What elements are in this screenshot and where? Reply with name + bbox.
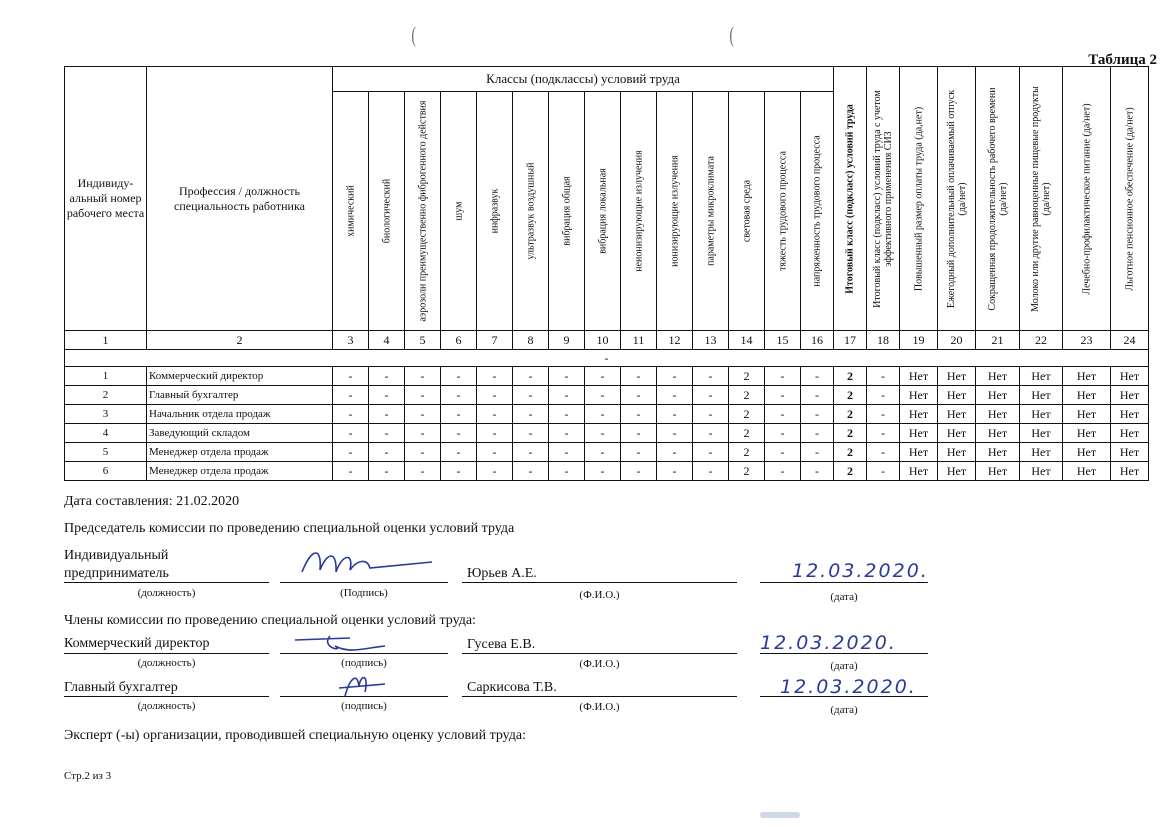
column-number: 9 <box>549 331 585 350</box>
table-cell: - <box>657 367 693 386</box>
caption-position: (должность) <box>137 657 196 669</box>
table-cell: - <box>585 386 621 405</box>
table-cell: - <box>765 386 801 405</box>
table-cell: - <box>513 386 549 405</box>
table-cell: - <box>549 386 585 405</box>
header-extra-col: Итоговый класс (подкласс) условий труда <box>834 67 867 331</box>
table-cell: - <box>477 443 513 462</box>
table-cell: - <box>369 443 405 462</box>
header-factor-col: световая среда <box>729 92 765 331</box>
column-number: 4 <box>369 331 405 350</box>
table-cell: Нет <box>938 424 976 443</box>
row-workplace-number: 2 <box>65 386 147 405</box>
header-factor-col: шум <box>441 92 477 331</box>
row-workplace-number: 1 <box>65 367 147 386</box>
column-number: 2 <box>147 331 333 350</box>
date-line: Дата составления: 21.02.2020 <box>64 494 240 509</box>
table-row <box>65 424 1149 443</box>
column-number: 21 <box>976 331 1020 350</box>
table-row <box>65 443 1149 462</box>
table-cell: - <box>333 405 369 424</box>
caption-fio: (Ф.И.О.) <box>579 701 620 713</box>
header-extra-col: Сокращенная продолжительность рабочего времени (да/нет) <box>976 67 1020 331</box>
chairman-date: 12.03.2020. <box>792 560 929 582</box>
table-cell: - <box>549 443 585 462</box>
row-profession: Коммерческий директор <box>147 367 333 386</box>
table-cell: Нет <box>938 367 976 386</box>
table-cell: - <box>621 443 657 462</box>
table-cell: Нет <box>1111 386 1149 405</box>
table-cell: Нет <box>976 367 1020 386</box>
column-number: 15 <box>765 331 801 350</box>
table-cell: - <box>441 405 477 424</box>
table-cell: - <box>867 462 900 481</box>
table-cell: Нет <box>1111 424 1149 443</box>
header-factor-col: биологический <box>369 92 405 331</box>
table-cell: - <box>513 367 549 386</box>
table-cell: Нет <box>938 386 976 405</box>
table-cell: - <box>477 462 513 481</box>
column-number: 24 <box>1111 331 1149 350</box>
table-cell: - <box>867 386 900 405</box>
column-number: 1 <box>65 331 147 350</box>
table-cell: - <box>405 443 441 462</box>
table-cell: Нет <box>1020 443 1063 462</box>
table-cell: - <box>621 424 657 443</box>
table-cell: Нет <box>976 443 1020 462</box>
table-cell: 2 <box>729 405 765 424</box>
table-row <box>65 462 1149 481</box>
table-cell: Нет <box>1111 443 1149 462</box>
fio-line <box>462 696 737 697</box>
header-extra-col: Молоко или другие равноценные пищевые продукты (да/нет) <box>1020 67 1063 331</box>
assessment-table <box>64 66 1149 481</box>
header-classes-group: Классы (подклассы) условий труда <box>333 67 834 92</box>
table-cell: - <box>765 367 801 386</box>
table-cell: - <box>621 462 657 481</box>
table-cell: - <box>549 405 585 424</box>
expert-title: Эксперт (-ы) организации, проводившей специальную оценку условий труда: <box>64 728 527 743</box>
table-cell: - <box>867 405 900 424</box>
column-number: 7 <box>477 331 513 350</box>
table-cell: - <box>441 386 477 405</box>
table-cell: - <box>693 424 729 443</box>
table-cell: - <box>657 462 693 481</box>
table-cell: - <box>765 462 801 481</box>
table-cell: Нет <box>1063 424 1111 443</box>
table-label: Таблица 2 <box>1088 52 1157 68</box>
table-cell: Нет <box>938 443 976 462</box>
table-cell: Нет <box>976 424 1020 443</box>
table-cell: - <box>549 367 585 386</box>
column-number: 11 <box>621 331 657 350</box>
table-cell: - <box>549 424 585 443</box>
member-name: Саркисова Т.В. <box>467 680 557 695</box>
scan-mark: ( <box>729 22 734 47</box>
header-factor-col: тяжесть трудового процесса <box>765 92 801 331</box>
caption-fio: (Ф.И.О.) <box>579 589 620 601</box>
row-profession: Заведующий складом <box>147 424 333 443</box>
table-cell: - <box>765 443 801 462</box>
caption-signature: (Подпись) <box>340 587 388 599</box>
table-cell: - <box>657 443 693 462</box>
row-profession: Начальник отдела продаж <box>147 405 333 424</box>
table-cell: - <box>369 367 405 386</box>
table-cell: Нет <box>1111 405 1149 424</box>
column-number: 18 <box>867 331 900 350</box>
table-cell: - <box>585 443 621 462</box>
table-cell: - <box>513 443 549 462</box>
table-cell: Нет <box>900 424 938 443</box>
table-cell: 2 <box>729 424 765 443</box>
column-number: 23 <box>1063 331 1111 350</box>
table-cell: 2 <box>834 462 867 481</box>
table-cell: Нет <box>1020 367 1063 386</box>
table-cell: - <box>477 367 513 386</box>
table-cell: - <box>513 424 549 443</box>
member-date: 12.03.2020. <box>760 632 897 654</box>
column-number: 12 <box>657 331 693 350</box>
table-cell: 2 <box>729 462 765 481</box>
table-cell: - <box>333 367 369 386</box>
table-cell: - <box>441 424 477 443</box>
table-cell: 2 <box>729 367 765 386</box>
caption-fio: (Ф.И.О.) <box>579 658 620 670</box>
table-cell: - <box>693 405 729 424</box>
header-factor-col: неионизирующие излучения <box>621 92 657 331</box>
caption-signature: (подпись) <box>341 700 387 712</box>
table-cell: Нет <box>938 462 976 481</box>
table-cell: 2 <box>834 443 867 462</box>
table-cell: - <box>693 443 729 462</box>
table-cell: 2 <box>834 367 867 386</box>
table-cell: - <box>621 405 657 424</box>
table-cell: - <box>621 367 657 386</box>
table-cell: - <box>405 367 441 386</box>
column-number: 14 <box>729 331 765 350</box>
table-cell: - <box>693 367 729 386</box>
table-cell: Нет <box>1111 462 1149 481</box>
position-line <box>64 696 269 697</box>
table-cell: Нет <box>976 386 1020 405</box>
row-profession: Менеджер отдела продаж <box>147 443 333 462</box>
table-cell: 2 <box>834 424 867 443</box>
table-cell: - <box>513 405 549 424</box>
column-number: 22 <box>1020 331 1063 350</box>
table-cell: - <box>369 405 405 424</box>
header-extra-col: Повышенный размер оплаты труда (да,нет) <box>900 67 938 331</box>
chairman-position-line1: Индивидуальный <box>64 548 169 563</box>
table-cell: - <box>369 424 405 443</box>
table-cell: - <box>333 462 369 481</box>
table-cell: - <box>621 386 657 405</box>
table-cell: - <box>867 367 900 386</box>
fio-line <box>462 653 737 654</box>
caption-date: (дата) <box>830 591 858 603</box>
table-cell: Нет <box>900 443 938 462</box>
table-cell: - <box>477 405 513 424</box>
date-line-field <box>760 582 928 583</box>
column-number: 16 <box>801 331 834 350</box>
header-profession: Профессия / должность специальность работника <box>147 67 333 331</box>
table-cell: Нет <box>1020 462 1063 481</box>
header-extra-col: Лечебно-профилактическое питание (да/нет) <box>1063 67 1111 331</box>
table-row <box>65 386 1149 405</box>
table-cell: Нет <box>1063 367 1111 386</box>
table-cell: Нет <box>1020 386 1063 405</box>
table-cell: 2 <box>729 443 765 462</box>
table-cell: - <box>801 443 834 462</box>
table-cell: - <box>585 405 621 424</box>
header-factor-col: вибрация общая <box>549 92 585 331</box>
caption-position: (должность) <box>137 700 196 712</box>
column-number: 10 <box>585 331 621 350</box>
position-line <box>64 582 269 583</box>
table-cell: - <box>765 424 801 443</box>
header-factor-col: параметры микроклимата <box>693 92 729 331</box>
table-cell: Нет <box>1063 405 1111 424</box>
signature-line <box>280 582 448 583</box>
chairman-name: Юрьев А.Е. <box>467 566 537 581</box>
table-cell: Нет <box>938 405 976 424</box>
table-cell: Нет <box>900 462 938 481</box>
header-factor-col: напряженность трудового процесса <box>801 92 834 331</box>
table-cell: - <box>477 386 513 405</box>
row-workplace-number: 5 <box>65 443 147 462</box>
table-cell: - <box>369 462 405 481</box>
header-factor-col: ультразвук воздушный <box>513 92 549 331</box>
table-cell: Нет <box>1111 367 1149 386</box>
table-cell: - <box>801 424 834 443</box>
column-number: 19 <box>900 331 938 350</box>
table-cell: Нет <box>1063 386 1111 405</box>
column-number: 6 <box>441 331 477 350</box>
table-cell: Нет <box>1020 424 1063 443</box>
table-cell: - <box>801 462 834 481</box>
table-cell: - <box>441 462 477 481</box>
table-cell: - <box>549 462 585 481</box>
table-cell: Нет <box>1020 405 1063 424</box>
table-cell: - <box>867 443 900 462</box>
table-cell: - <box>405 424 441 443</box>
page-footer: Стр.2 из 3 <box>64 770 112 782</box>
table-cell: - <box>657 386 693 405</box>
table-cell: Нет <box>1063 462 1111 481</box>
table-cell: - <box>333 443 369 462</box>
row-profession: Менеджер отдела продаж <box>147 462 333 481</box>
header-extra-col: Льготное пенсионное обеспечение (да/нет) <box>1111 67 1149 331</box>
table-cell: - <box>513 462 549 481</box>
table-cell: - <box>477 424 513 443</box>
header-workplace-number: Индивиду-альный номер рабочего места <box>65 67 147 331</box>
table-cell: Нет <box>976 405 1020 424</box>
scan-mark: ( <box>411 22 416 47</box>
table-cell: 2 <box>834 386 867 405</box>
table-cell: - <box>441 443 477 462</box>
column-number: 3 <box>333 331 369 350</box>
table-cell: - <box>585 367 621 386</box>
table-cell: - <box>585 462 621 481</box>
table-cell: Нет <box>900 405 938 424</box>
member-date: 12.03.2020. <box>780 676 917 698</box>
column-number: 8 <box>513 331 549 350</box>
members-title: Члены комиссии по проведению специальной оценки условий труда: <box>64 613 476 628</box>
chairman-title: Председатель комиссии по проведению специальной оценки условий труда <box>64 521 515 536</box>
caption-date: (дата) <box>830 704 858 716</box>
member-position: Коммерческий директор <box>64 636 210 651</box>
row-workplace-number: 3 <box>65 405 147 424</box>
table-cell: - <box>333 424 369 443</box>
chairman-signature <box>292 542 442 582</box>
column-number: 17 <box>834 331 867 350</box>
caption-signature: (подпись) <box>341 657 387 669</box>
column-number: 5 <box>405 331 441 350</box>
table-cell: - <box>369 386 405 405</box>
table-cell: - <box>585 424 621 443</box>
header-extra-col: Итоговый класс (подкласс) условий труда с учетом эффективного применения СИЗ <box>867 67 900 331</box>
table-cell: - <box>657 405 693 424</box>
table-cell: - <box>405 405 441 424</box>
header-factor-col: вибрация локальная <box>585 92 621 331</box>
table-cell: - <box>801 386 834 405</box>
table-cell: 2 <box>834 405 867 424</box>
table-cell: - <box>405 462 441 481</box>
scan-artifact <box>760 812 800 818</box>
row-profession: Главный бухгалтер <box>147 386 333 405</box>
table-cell: - <box>693 462 729 481</box>
table-row <box>65 367 1149 386</box>
table-cell: Нет <box>1063 443 1111 462</box>
table-cell: - <box>801 367 834 386</box>
table-cell: - <box>657 424 693 443</box>
table-cell: Нет <box>900 386 938 405</box>
member-signature <box>290 630 410 658</box>
row-workplace-number: 6 <box>65 462 147 481</box>
table-cell: Нет <box>900 367 938 386</box>
caption-position: (должность) <box>137 587 196 599</box>
member-position: Главный бухгалтер <box>64 680 178 695</box>
column-number: 20 <box>938 331 976 350</box>
member-signature <box>335 668 395 700</box>
table-cell: 2 <box>729 386 765 405</box>
table-separator-row: - <box>65 350 1149 367</box>
header-factor-col: инфразвук <box>477 92 513 331</box>
table-cell: - <box>333 386 369 405</box>
header-extra-col: Ежегодный дополнительный оплачиваемый отпуск (да/нет) <box>938 67 976 331</box>
position-line <box>64 653 269 654</box>
member-name: Гусева Е.В. <box>467 637 536 652</box>
caption-date: (дата) <box>830 660 858 672</box>
fio-line <box>462 582 737 583</box>
header-factor-col: ионизирующие излучения <box>657 92 693 331</box>
header-factor-col: химический <box>333 92 369 331</box>
table-row <box>65 405 1149 424</box>
column-number: 13 <box>693 331 729 350</box>
header-factor-col: аэрозоли преимущественно фиброгенного действия <box>405 92 441 331</box>
chairman-position-line2: предприниматель <box>64 566 169 581</box>
table-cell: - <box>765 405 801 424</box>
table-cell: - <box>867 424 900 443</box>
table-cell: Нет <box>976 462 1020 481</box>
table-cell: - <box>441 367 477 386</box>
row-workplace-number: 4 <box>65 424 147 443</box>
table-cell: - <box>801 405 834 424</box>
table-cell: - <box>693 386 729 405</box>
table-cell: - <box>405 386 441 405</box>
